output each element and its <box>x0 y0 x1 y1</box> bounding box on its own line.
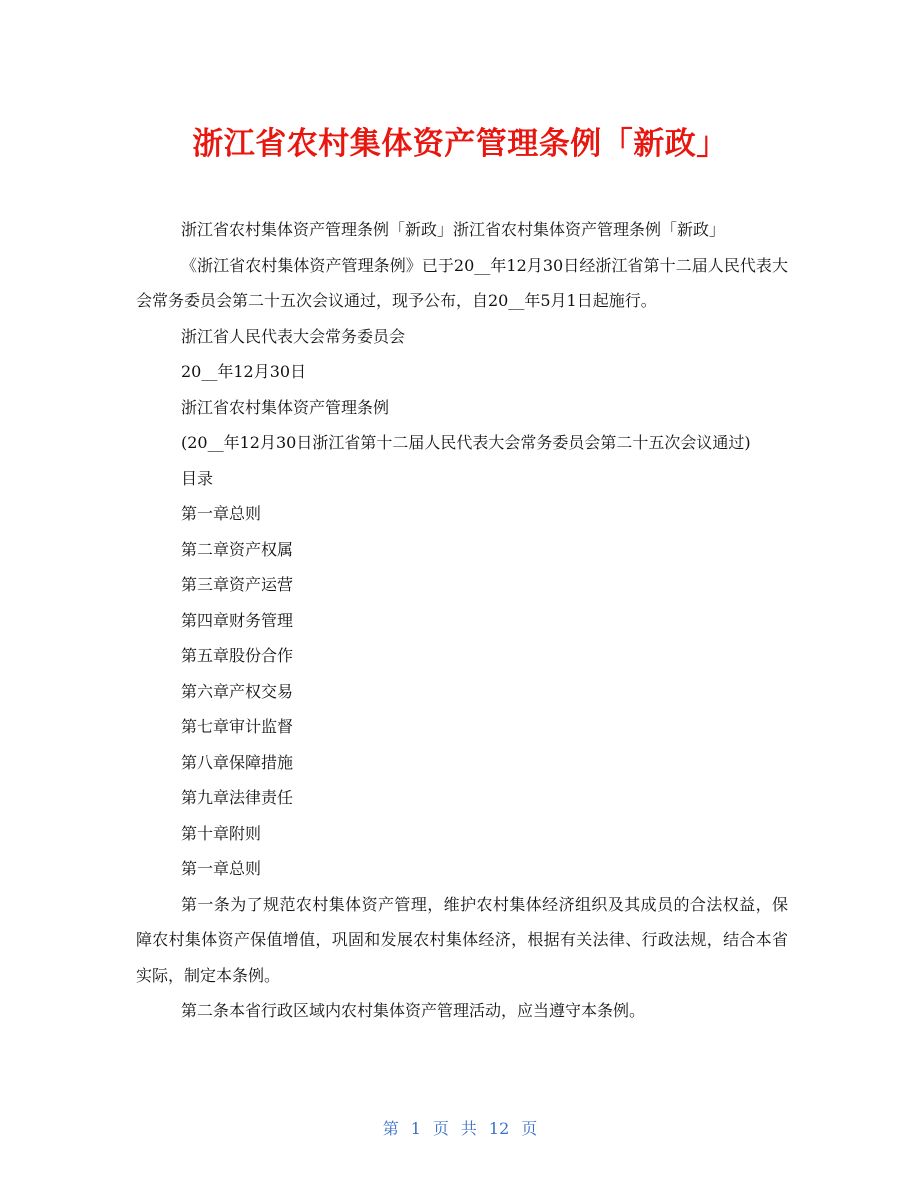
toc-item: 第六章产权交易 <box>181 681 294 701</box>
chapter-heading: 第一章总则 <box>181 859 262 878</box>
page-total-number: 12 <box>488 1119 510 1138</box>
page-label: 页 <box>432 1119 449 1138</box>
paragraph: 浙江省人民代表大会常务委员会 <box>181 326 406 346</box>
article-paragraph: 第一条为了规范农村集体资产管理，维护农村集体经济组织及其成员的合法权益，保障农村集体资产保值增值，巩固和发展农村集体经济，根据有关法律、行政法规，结合本省实际，制定本条例。 <box>136 894 788 985</box>
toc-item: 第九章法律责任 <box>181 788 294 807</box>
page-label: 页 <box>521 1119 538 1138</box>
document-body <box>136 212 788 1029</box>
page-label: 第 <box>382 1119 399 1138</box>
paragraph: 浙江省农村集体资产管理条例 <box>181 397 390 417</box>
toc-item: 第四章财务管理 <box>181 610 294 630</box>
toc-item: 第十章附则 <box>181 823 262 843</box>
toc-item: 第三章资产运营 <box>181 575 294 594</box>
paragraph: 20__年12月30日 <box>181 362 307 381</box>
page-label: 共 <box>460 1119 477 1138</box>
page-current-number: 1 <box>410 1119 421 1138</box>
toc-heading: 目录 <box>181 468 214 488</box>
article-paragraph: 第二条本省行政区域内农村集体资产管理活动，应当遵守本条例。 <box>181 1001 646 1020</box>
paragraph: 浙江省农村集体资产管理条例「新政」浙江省农村集体资产管理条例「新政」 <box>181 220 726 239</box>
paragraph: (20__年12月30日浙江省第十二届人民代表大会常务委员会第二十五次会议通过) <box>181 433 751 452</box>
toc-item: 第二章资产权属 <box>181 539 294 559</box>
toc-item: 第八章保障措施 <box>181 752 294 772</box>
toc-item: 第五章股份合作 <box>181 646 294 665</box>
toc-item: 第七章审计监督 <box>181 717 294 736</box>
document-title: 浙江省农村集体资产管理条例「新政」 <box>192 126 728 162</box>
toc-item: 第一章总则 <box>181 504 262 523</box>
page-footer <box>0 1116 920 1139</box>
paragraph: 《浙江省农村集体资产管理条例》已于20__年12月30日经浙江省第十二届人民代表大会常务委员会第二十五次会议通过，现予公布，自20__年5月1日起施行。 <box>136 255 788 310</box>
